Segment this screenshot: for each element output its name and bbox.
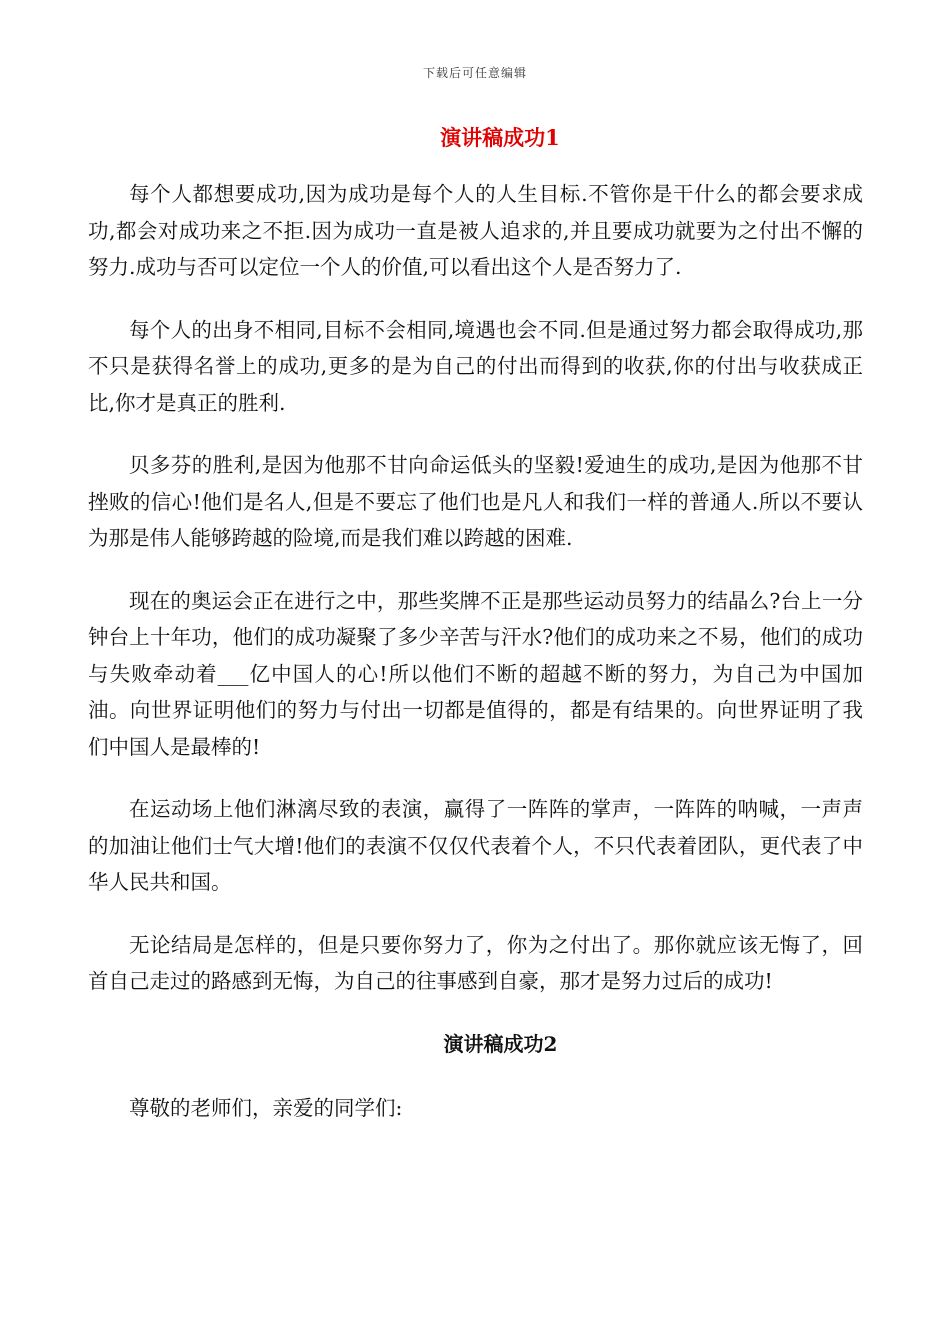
- document-body: [88, 176, 863, 1152]
- paragraph-4: 现在的奥运会正在进行之中，那些奖牌不正是那些运动员努力的结晶么?台上一分钟台上十年功，他们的成功凝聚了多少辛苦与汗水?他们的成功来之不易，他们的成功与失败牵动着___亿中国人的心!所以他们不断的超越不断的努力，为自己为中国加油。向世界证明他们的努力与付出一切都是值得的，都是有结果的。向世界证明了我们中国人是最棒的!: [88, 588, 863, 759]
- salutation: 尊敬的老师们，亲爱的同学们:: [129, 1095, 403, 1120]
- paragraph-5: 在运动场上他们淋漓尽致的表演，赢得了一阵阵的掌声，一阵阵的呐喊，一声声的加油让他们士气大增!他们的表演不仅仅代表着个人，不只代表着团队，更代表了中华人民共和国。: [88, 797, 863, 894]
- paragraph-2: 每个人的出身不相同,目标不会相同,境遇也会不同.但是通过努力都会取得成功,那不只是获得名誉上的成功,更多的是为自己的付出而得到的收获,你的付出与收获成正比,你才是真正的胜利.: [88, 317, 863, 415]
- speech-title-2: 演讲稿成功2: [443, 1031, 558, 1056]
- paragraph-3: 贝多芬的胜利,是因为他那不甘向命运低头的坚毅!爱迪生的成功,是因为他那不甘挫败的信心!他们是名人,但是不要忘了他们也是凡人和我们一样的普通人.所以不要认为那是伟人能够跨越的险境,而是我们难以跨越的困难.: [88, 453, 863, 550]
- header-note: 下载后可任意编辑: [422, 66, 527, 80]
- paragraph-1: 每个人都想要成功,因为成功是每个人的人生目标.不管你是干什么的都会要求成功,都会对成功来之不拒.因为成功一直是被人追求的,并且要成功就要为之付出不懈的努力.成功与否可以定位一个人的价值,可以看出这个人是否努力了.: [88, 182, 863, 279]
- speech-title-1: 演讲稿成功1: [440, 125, 560, 150]
- paragraph-6: 无论结局是怎样的，但是只要你努力了，你为之付出了。那你就应该无悔了，回首自己走过的路感到无悔，为自己的往事感到自豪，那才是努力过后的成功!: [88, 932, 863, 993]
